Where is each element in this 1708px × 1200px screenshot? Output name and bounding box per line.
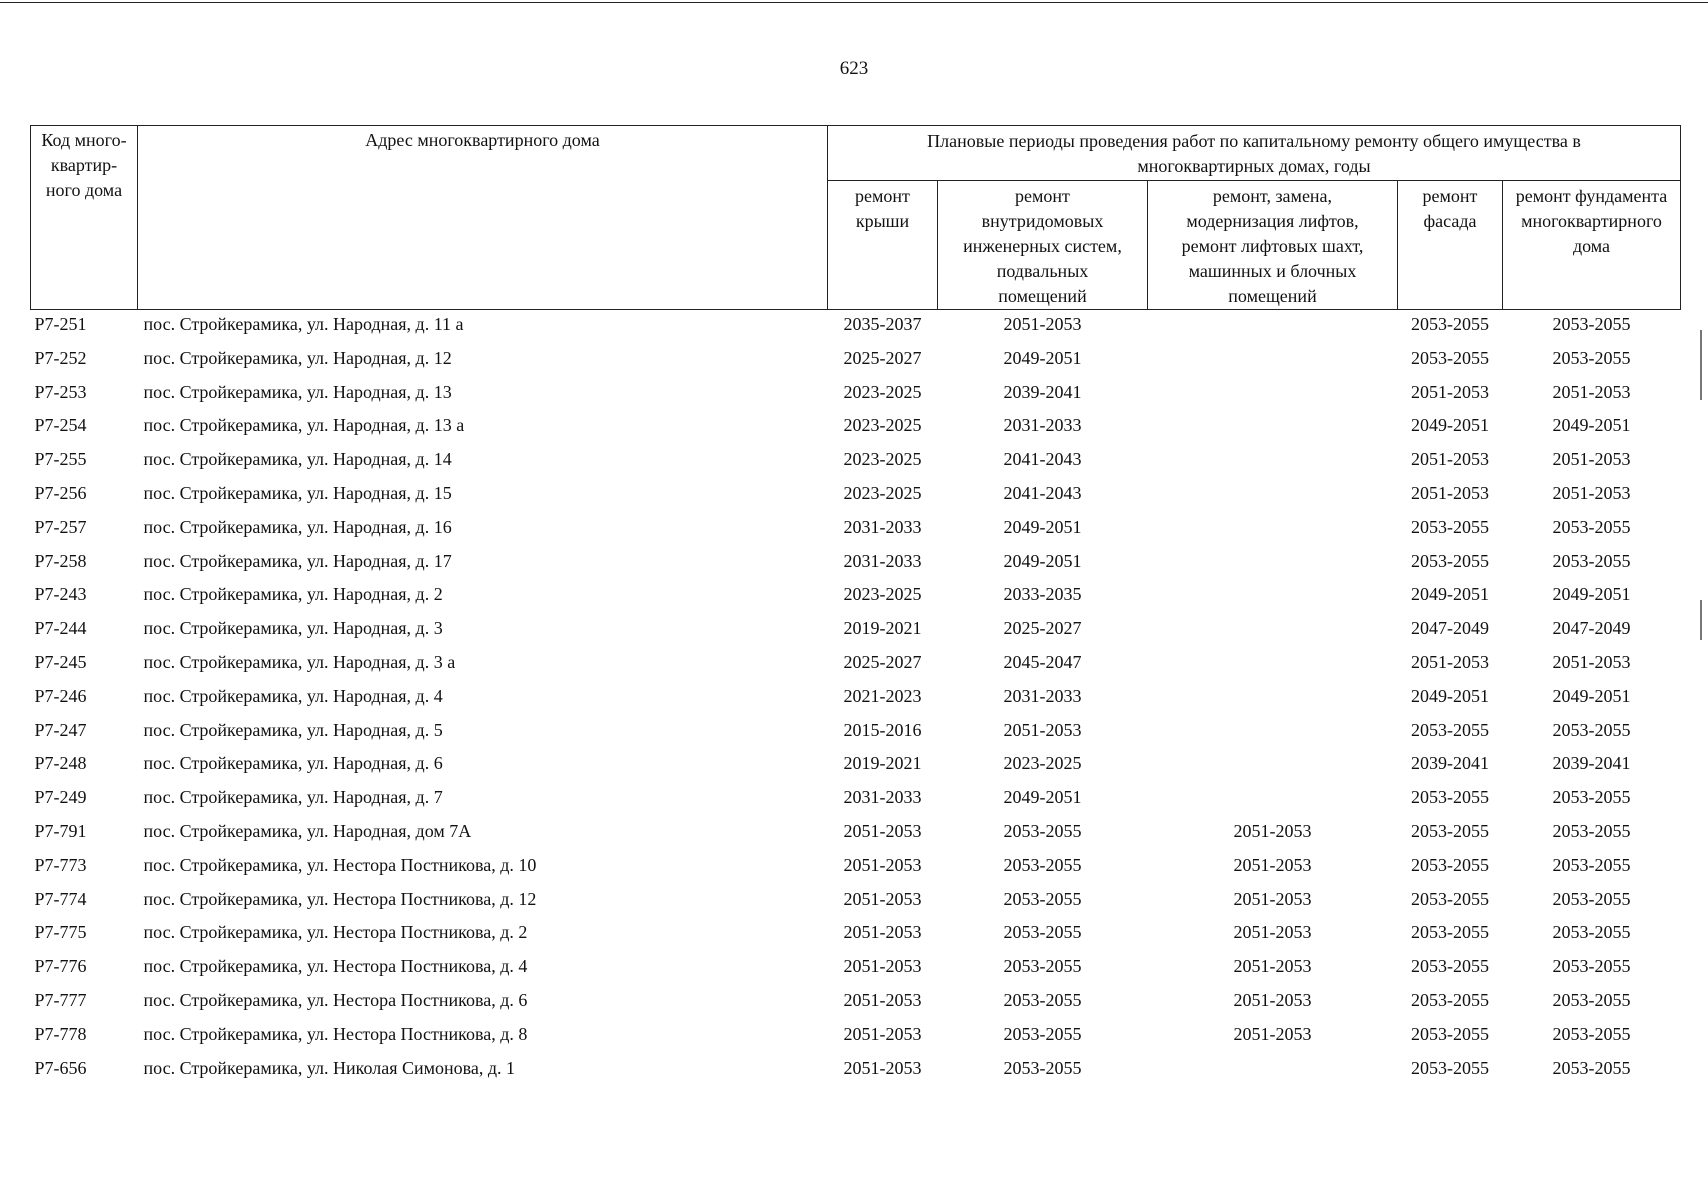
cell-address: пос. Стройкерамика, ул. Народная, д. 11 а [143,314,464,334]
cell-lifts: 2051-2053 [1233,989,1312,1010]
cell-roof: 2051-2053 [843,922,922,943]
cell-lifts [1148,751,1398,785]
cell-roof: 2051-2053 [843,854,922,875]
cell-lifts [1148,1056,1398,1090]
header-code [31,126,138,310]
cell-address: пос. Стройкерамика, ул. Нестора Постникова, д. 12 [143,888,537,909]
cell-foundation: 2051-2053 [1552,651,1631,672]
cell-roof: 2023-2025 [843,415,922,436]
cell-facade: 2053-2055 [1411,516,1489,537]
cell-lifts [1148,515,1398,549]
cell-code: Р7-656 [34,1057,87,1078]
cell-roof: 2025-2027 [843,347,922,368]
top-rule [0,2,1708,3]
cell-lifts [1148,413,1398,447]
cell-foundation: 2053-2055 [1552,1023,1631,1044]
header-lifts-line: помещений [1228,286,1317,306]
cell-engineering: 2041-2043 [1003,449,1082,470]
cell-facade: 2053-2055 [1411,888,1489,909]
cell-lifts [1148,447,1398,481]
cell-address: пос. Стройкерамика, ул. Народная, д. 16 [143,516,452,537]
cell-address: пос. Стройкерамика, ул. Народная, д. 12 [143,347,452,368]
cell-lifts: 2051-2053 [1233,820,1312,841]
header-engineering-line: внутридомовых [981,211,1104,231]
cell-code: Р7-773 [34,854,87,875]
cell-engineering: 2053-2055 [1003,888,1082,909]
table-row [31,954,1681,988]
header-foundation-line: дома [1572,236,1611,256]
scan-edge-mark [1700,600,1702,640]
table-row [31,413,1681,447]
cell-code: Р7-254 [34,415,87,436]
cell-roof: 2023-2025 [843,482,922,503]
cell-lifts: 2051-2053 [1233,956,1312,977]
cell-facade: 2053-2055 [1411,314,1489,334]
cell-facade: 2053-2055 [1411,347,1489,368]
cell-facade: 2049-2051 [1411,584,1489,605]
cell-lifts [1148,380,1398,414]
cell-roof: 2031-2033 [843,516,922,537]
cell-facade: 2053-2055 [1411,820,1489,841]
cell-lifts [1148,785,1398,819]
header-engineering [938,181,1148,310]
cell-address: пос. Стройкерамика, ул. Народная, д. 2 [143,584,443,605]
cell-address: пос. Стройкерамика, ул. Нестора Постникова, д. 4 [143,956,528,977]
header-lifts-line: модернизация лифтов, [1186,211,1359,231]
header-foundation [1503,181,1681,310]
cell-lifts [1148,616,1398,650]
header-engineering-line: ремонт [1015,186,1070,206]
cell-address: пос. Стройкерамика, ул. Народная, д. 3 [143,618,443,639]
cell-lifts [1148,346,1398,380]
cell-address: пос. Стройкерамика, ул. Народная, д. 6 [143,753,443,774]
cell-foundation: 2053-2055 [1552,820,1631,841]
cell-code: Р7-255 [34,449,87,470]
cell-lifts [1148,684,1398,718]
cell-foundation: 2053-2055 [1552,314,1631,334]
cell-code: Р7-776 [34,956,87,977]
cell-lifts: 2051-2053 [1233,922,1312,943]
cell-roof: 2015-2016 [843,719,922,740]
cell-roof: 2019-2021 [843,753,922,774]
header-lifts-line: ремонт лифтовых шахт, [1181,236,1364,256]
cell-foundation: 2053-2055 [1552,989,1631,1010]
cell-foundation: 2051-2053 [1552,482,1631,503]
cell-facade: 2047-2049 [1411,618,1489,639]
cell-lifts [1148,650,1398,684]
header-engineering-line: помещений [998,286,1087,306]
cell-lifts: 2051-2053 [1233,854,1312,875]
table-row [31,549,1681,583]
cell-code: Р7-252 [34,347,87,368]
cell-foundation: 2053-2055 [1552,787,1631,808]
cell-engineering: 2045-2047 [1003,651,1082,672]
cell-engineering: 2053-2055 [1003,820,1082,841]
cell-foundation: 2039-2041 [1552,753,1631,774]
table-row [31,920,1681,954]
cell-foundation: 2053-2055 [1552,956,1631,977]
table-row [31,616,1681,650]
cell-foundation: 2053-2055 [1552,550,1631,571]
cell-engineering: 2053-2055 [1003,922,1082,943]
table-row [31,515,1681,549]
header-code-line: Код много- [41,130,127,150]
table-row [31,684,1681,718]
cell-foundation: 2053-2055 [1552,516,1631,537]
cell-roof: 2025-2027 [843,651,922,672]
table-row [31,1022,1681,1056]
cell-roof: 2021-2023 [843,685,922,706]
cell-engineering: 2033-2035 [1003,584,1082,605]
header-foundation-line: многоквартирного [1521,211,1662,231]
cell-code: Р7-258 [34,550,87,571]
cell-foundation: 2049-2051 [1552,415,1631,436]
cell-address: пос. Стройкерамика, ул. Народная, д. 14 [143,449,452,470]
cell-address: пос. Стройкерамика, ул. Народная, д. 7 [143,787,443,808]
cell-lifts [1148,310,1398,346]
header-engineering-line: подвальных [996,261,1089,281]
table-row [31,650,1681,684]
cell-code: Р7-778 [34,1023,87,1044]
cell-address: пос. Стройкерамика, ул. Народная, д. 17 [143,550,452,571]
cell-lifts: 2051-2053 [1233,888,1312,909]
cell-facade: 2051-2053 [1411,651,1489,672]
cell-foundation: 2053-2055 [1552,1057,1631,1078]
repair-schedule-table [30,125,1681,1089]
cell-code: Р7-243 [34,584,87,605]
cell-engineering: 2051-2053 [1003,719,1082,740]
cell-engineering: 2023-2025 [1003,753,1082,774]
cell-roof: 2051-2053 [843,1057,922,1078]
cell-engineering: 2053-2055 [1003,854,1082,875]
header-facade [1398,181,1503,310]
cell-engineering: 2053-2055 [1003,989,1082,1010]
cell-facade: 2053-2055 [1411,989,1489,1010]
cell-facade: 2053-2055 [1411,1057,1489,1078]
cell-foundation: 2053-2055 [1552,888,1631,909]
cell-engineering: 2031-2033 [1003,685,1082,706]
cell-foundation: 2051-2053 [1552,449,1631,470]
cell-roof: 2023-2025 [843,381,922,402]
header-roof-line: крыши [855,211,910,231]
page-number: 623 [839,58,869,79]
header-periods-line: многоквартирных домах, годы [1137,156,1371,176]
cell-lifts: 2051-2053 [1233,1023,1312,1044]
header-roof-line: ремонт [855,186,910,206]
header-engineering-line: инженерных систем, [963,236,1122,256]
cell-address: пос. Стройкерамика, ул. Народная, д. 13 а [143,415,465,436]
cell-facade: 2053-2055 [1411,922,1489,943]
cell-engineering: 2053-2055 [1003,1023,1082,1044]
table-row [31,751,1681,785]
cell-code: Р7-257 [34,516,87,537]
table-row [31,718,1681,752]
table-row [31,582,1681,616]
cell-roof: 2051-2053 [843,956,922,977]
cell-facade: 2051-2053 [1411,381,1489,402]
cell-roof: 2035-2037 [843,314,922,334]
table-row [31,447,1681,481]
header-foundation-line: ремонт фундамента [1515,186,1668,206]
cell-roof: 2031-2033 [843,787,922,808]
header-facade-line: ремонт [1422,186,1478,206]
table-row [31,988,1681,1022]
cell-code: Р7-256 [34,482,87,503]
cell-address: пос. Стройкерамика, ул. Нестора Постникова, д. 2 [143,922,528,943]
cell-engineering: 2025-2027 [1003,618,1082,639]
cell-foundation: 2051-2053 [1552,381,1631,402]
cell-engineering: 2053-2055 [1003,956,1082,977]
cell-address: пос. Стройкерамика, ул. Нестора Постникова, д. 10 [143,854,537,875]
cell-facade: 2049-2051 [1411,415,1489,436]
cell-facade: 2051-2053 [1411,449,1489,470]
cell-code: Р7-244 [34,618,87,639]
cell-engineering: 2049-2051 [1003,347,1082,368]
cell-engineering: 2041-2043 [1003,482,1082,503]
cell-code: Р7-251 [34,314,87,334]
header-lifts [1148,181,1398,310]
cell-engineering: 2039-2041 [1003,381,1082,402]
cell-code: Р7-775 [34,922,87,943]
cell-engineering: 2031-2033 [1003,415,1082,436]
table-row [31,346,1681,380]
cell-facade: 2051-2053 [1411,482,1489,503]
cell-address: пос. Стройкерамика, ул. Народная, д. 4 [143,685,443,706]
cell-lifts [1148,481,1398,515]
cell-facade: 2053-2055 [1411,1023,1489,1044]
cell-engineering: 2049-2051 [1003,550,1082,571]
table-row [31,785,1681,819]
cell-code: Р7-774 [34,888,87,909]
cell-foundation: 2053-2055 [1552,347,1631,368]
cell-address: пос. Стройкерамика, ул. Нестора Постникова, д. 6 [143,989,528,1010]
cell-lifts [1148,582,1398,616]
cell-address: пос. Стройкерамика, ул. Народная, д. 3 а [143,651,456,672]
cell-roof: 2023-2025 [843,584,922,605]
cell-code: Р7-245 [34,651,87,672]
cell-code: Р7-777 [34,989,87,1010]
cell-lifts [1148,549,1398,583]
table-body [31,310,1681,1090]
cell-facade: 2053-2055 [1411,550,1489,571]
cell-facade: 2053-2055 [1411,956,1489,977]
cell-code: Р7-249 [34,787,87,808]
cell-engineering: 2051-2053 [1003,314,1082,334]
cell-foundation: 2053-2055 [1552,922,1631,943]
cell-facade: 2053-2055 [1411,787,1489,808]
cell-roof: 2019-2021 [843,618,922,639]
header-code-line: ного дома [45,180,123,200]
cell-code: Р7-246 [34,685,87,706]
header-code-line: квартир- [50,155,118,175]
cell-address: пос. Стройкерамика, ул. Народная, дом 7А [143,820,472,841]
cell-lifts [1148,718,1398,752]
table-header [31,126,1681,310]
cell-address: пос. Стройкерамика, ул. Народная, д. 13 [143,381,452,402]
cell-address: пос. Стройкерамика, ул. Николая Симонова, д. 1 [143,1057,516,1078]
cell-code: Р7-247 [34,719,87,740]
cell-code: Р7-791 [34,820,87,841]
cell-foundation: 2049-2051 [1552,584,1631,605]
cell-facade: 2053-2055 [1411,854,1489,875]
table-row [31,310,1681,346]
cell-address: пос. Стройкерамика, ул. Народная, д. 15 [143,482,452,503]
cell-roof: 2051-2053 [843,888,922,909]
table-row [31,1056,1681,1090]
cell-foundation: 2053-2055 [1552,854,1631,875]
header-lifts-line: ремонт, замена, [1212,186,1333,206]
table-row [31,887,1681,921]
cell-code: Р7-248 [34,753,87,774]
cell-facade: 2049-2051 [1411,685,1489,706]
cell-code: Р7-253 [34,381,87,402]
cell-facade: 2039-2041 [1411,753,1489,774]
table-row [31,853,1681,887]
cell-engineering: 2053-2055 [1003,1057,1082,1078]
cell-foundation: 2047-2049 [1552,618,1631,639]
cell-facade: 2053-2055 [1411,719,1489,740]
table-row [31,380,1681,414]
cell-roof: 2051-2053 [843,1023,922,1044]
header-periods-line: Плановые периоды проведения работ по капитальному ремонту общего имущества в [927,131,1581,151]
table-row [31,481,1681,515]
header-address: Адрес многоквартирного дома [138,126,828,310]
cell-engineering: 2049-2051 [1003,787,1082,808]
header-roof [828,181,938,310]
header-facade-line: фасада [1423,211,1477,231]
header-lifts-line: машинных и блочных [1188,261,1357,281]
table-row [31,819,1681,853]
cell-engineering: 2049-2051 [1003,516,1082,537]
scan-edge-mark [1700,330,1702,400]
cell-roof: 2031-2033 [843,550,922,571]
cell-foundation: 2053-2055 [1552,719,1631,740]
header-planned-periods [828,126,1681,181]
cell-foundation: 2049-2051 [1552,685,1631,706]
cell-roof: 2051-2053 [843,989,922,1010]
cell-roof: 2023-2025 [843,449,922,470]
cell-roof: 2051-2053 [843,820,922,841]
cell-address: пос. Стройкерамика, ул. Народная, д. 5 [143,719,443,740]
cell-address: пос. Стройкерамика, ул. Нестора Постникова, д. 8 [143,1023,528,1044]
